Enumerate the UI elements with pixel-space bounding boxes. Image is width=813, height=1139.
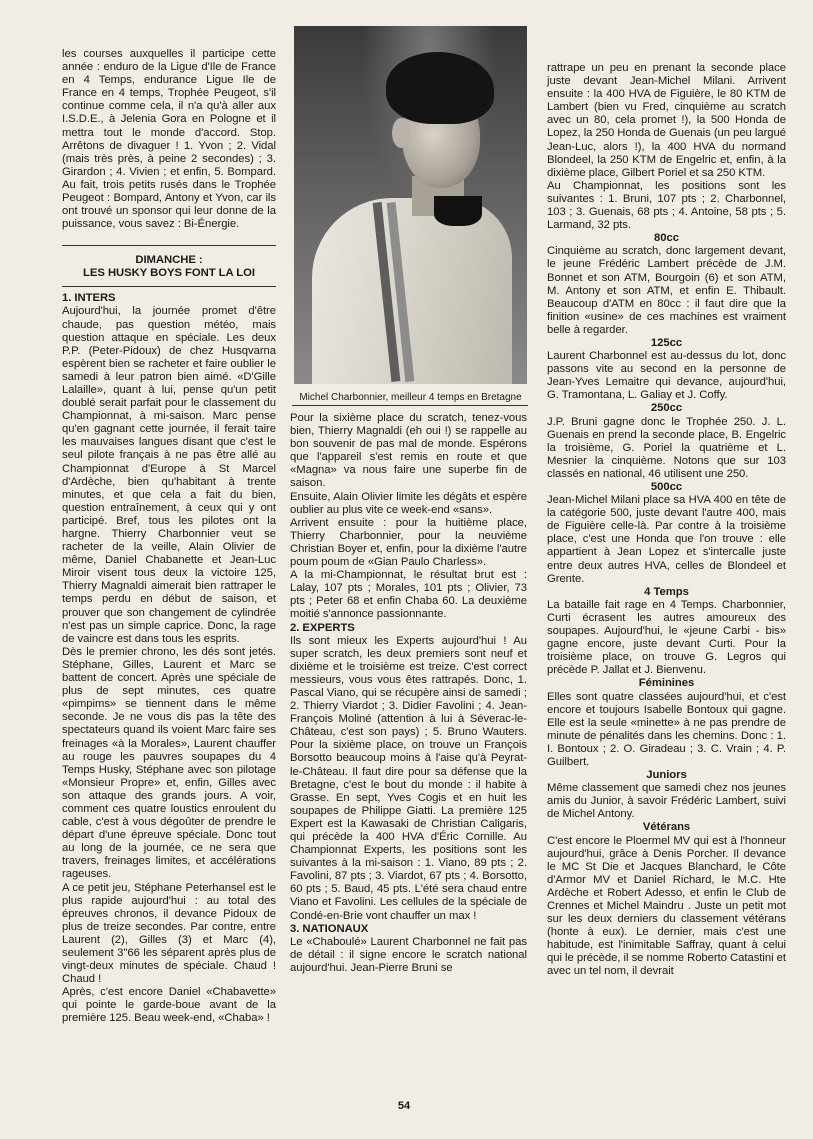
- photo-hair: [386, 52, 494, 124]
- paragraph-250cc: J.P. Bruni gagne donc le Trophée 250. J. L. Guenais en prend la seconde place, B. Engelric la troisième, G. Poriel la quatrième et L. Mesnier la cinquième. Notons que sur 103 classés en national, 46 utilisent une 250.: [547, 415, 786, 480]
- inters-paragraph-7: Arrivent ensuite : pour la huitième place, Thierry Charbonnier, pour la neuvième Christian Boyer et, enfin, pour la dixième l'autre poum poum de «Gian Paulo Charless».: [290, 516, 527, 569]
- category-500cc: 500cc: [650, 481, 683, 493]
- nationaux-paragraph-3: Au Championnat, les positions sont les suivantes : 1. Bruni, 107 pts ; 2. Charbonnel, 103 ; 3. Guenais, 68 pts ; 4. Antoine, 58 pts ; 5. Larmand, 32 pts.: [547, 179, 786, 232]
- paragraph-500cc: Jean-Michel Milani place sa HVA 400 en tête de la catégorie 500, juste devant l'autre 400, mais de Figuière celle-là. Par contre à la troisième place, c'est une Honda que l'on trouve : elle appartient à Jean Lopez et s'intercalle juste entre deux autres HVA, celles de Blondeel et Grente.: [547, 494, 786, 585]
- category-feminines: Féminines: [638, 677, 695, 690]
- nationaux-paragraph-2: rattrape un peu en prenant la seconde place juste devant Jean-Michel Milani. Arrivent ensuite : la 400 HVA de Figuière, le 80 KTM de Lambert (bien vu Fred, cinquième au scratch avec un 80, cela promet !), la 500 Honda de Lopez, la 250 Honda de Guenais (un peu largué Jean-Luc, alors !), la 400 HVA du normand Blondeel, la 250 KTM de Engelric et, enfin, à la dixième place, Gilbert Poriel et sa 250 KTM.: [547, 62, 786, 179]
- photo-collar: [434, 196, 482, 226]
- section-heading-line2: LES HUSKY BOYS FONT LA LOI: [83, 267, 255, 280]
- paragraph-juniors: Même classement que samedi chez nos jeunes amis du Junior, à savoir Frédéric Lambert, suivi de Michel Antony.: [547, 782, 786, 821]
- paragraph-feminines: Elles sont quatre classées aujourd'hui, et c'est encore et toujours Isabelle Bontoux qui gagne. Elle est la seule «minette» à ne pas prendre de minute de pénalités dans les chemins. Donc : 1. I. Bontoux ; 2. O. Giradeau ; 3. C. Vrain ; 4. P. Guilbert.: [547, 690, 786, 768]
- category-125cc: 125cc: [650, 336, 683, 349]
- paragraph-80cc: Cinquième au scratch, donc largement devant, le jeune Frédéric Lambert précède de J.M. Bonnet et son ATM, Bourgoin (6) et son ATM, M. Antony et son ATM, et enfin E. Thibault. Beaucoup d'ATM en 80cc : il faut dire que la finition «usine» de ces machines est vraiment belle à regarder.: [547, 245, 786, 336]
- inters-paragraph-6: Ensuite, Alain Olivier limite les dégâts et espère oublier au plus vite ce week-end «sans».: [290, 490, 527, 516]
- subheading-experts: 2. EXPERTS: [290, 621, 355, 634]
- photo-caption: Michel Charbonnier, meilleur 4 temps en Bretagne: [299, 392, 522, 403]
- subheading-nationaux: 3. NATIONAUX: [290, 922, 369, 935]
- section-heading-line1: DIMANCHE :: [135, 254, 203, 267]
- section-rule-top: [62, 245, 276, 246]
- inters-paragraph-1: Aujourd'hui, la journée promet d'être chaude, pas question météo, mais question attaque en spéciale. Les deux P.P. (Peter-Pidoux) de chez Husqvarna espèrent bien se racheter et faire oublier le samedi à leur patron bien aimé. «D'Gille Lalaille», quant à lui, pense qu'un petit doublé serait parfait pour le classement du Championnat, à mi-saison. Marc pense qu'en gagnant cette journée, il ferait taire les mauvaises langues disant que c'est le seul pilote français à ne pas être allé au Championnat d'Europe à St Marcel d'Ardèche, bien qu'habitant à trente minutes, et que cela a fait du bien, question entraînement, à ceux qui y ont participé. Bref, tous les pilotes ont la hargne. Thierry Charbonnier veut se racheter de la veille, Alain Olivier de même, Daniel Chabanette et Jean-Luc Miroir visent tous deux la victoire 125, Thierry Magnaldi aimerait bien rattraper le temps perdu en début de saison, et prouver que son changement de cylindrée n'est pas un simple caprice. Donc, la rage de vaincre est dans tous les esprits.: [62, 305, 276, 645]
- caption-rule: [292, 405, 528, 406]
- nationaux-paragraph-1: Le «Chaboulé» Laurent Charbonnel ne fait pas de détail : il signe encore le scratch national aujourd'hui. Jean-Pierre Bruni se: [290, 935, 527, 974]
- paragraph-veterans: C'est encore le Ploermel MV qui est à l'honneur aujourd'hui, grâce à Denis Porcher. Il devance le MC St Die et Jacques Blanchard, le Côte d'Armor MV et Daniel Richard, le M.C. Hte Ardèche et Robert Adesso, et enfin le Club de Crennes et Michel Maindru . Juste un petit mot sur les deux derniers du classement vétérans (honte à eux). Le dernier, mais c'est une habitude, est l'inimitable Saffray, quant à celui qui le précède, il se nomme Roberto Catastini et avec un tel nom, il devrait: [547, 834, 786, 978]
- rider-photo: [294, 26, 527, 384]
- category-80cc: 80cc: [654, 232, 679, 245]
- page-number: 54: [397, 1100, 411, 1112]
- subheading-inters: 1. INTERS: [62, 292, 116, 305]
- inters-paragraph-4: Après, c'est encore Daniel «Chabavette» qui pointe le garde-boue avant de la première 125. Beau week-end, «Chaba» !: [62, 986, 276, 1025]
- category-250cc: 250cc: [650, 402, 683, 415]
- intro-paragraph: les courses auxquelles il participe cette année : enduro de la Ligue d'Ile de France en 4 Temps, endurance Ligue Ile de France en 4 temps, Trophée Peugeot, s'il continue comme cela, il n'a qu'à aller aux I.S.D.E., à Jelenia Gora en Pologne et il mettra tout le monde d'accord. Stop. Arrêtons de divaguer ! 1. Yvon ; 2. Vidal (mais très près, à peine 2 secondes) ; 3. Girardon ; 4. Vivien ; et enfin, 5. Bompard. Au fait, trois petits rusés dans le Trophée Peugeot : Bompard, Antony et Yvon, car ils ont trouvé un sponsor qui leur donne de la puissance, vous savez : Bi-Énergie.: [62, 48, 276, 231]
- inters-paragraph-8: A la mi-Championnat, le résultat brut est : Lalay, 107 pts ; Morales, 101 pts ; Olivier, 73 pts ; Peter 68 et enfin Chaba 60. La deuxième moitié s'annonce passionnante.: [290, 569, 527, 621]
- section-rule-bottom: [62, 286, 276, 287]
- category-veterans: Vétérans: [642, 821, 691, 834]
- photo-shirt: [312, 198, 512, 384]
- column-left: [62, 48, 276, 1026]
- inters-paragraph-3: A ce petit jeu, Stéphane Peterhansel est le plus rapide aujourd'hui : au total des épreuves chronos, il devance Pidoux de plus de treize secondes. Par contre, entre Laurent (2), Gilles (3) et Marc (4), seulement 3"66 les séparent après plus de vingt-deux minutes de spéciale. Chaud ! Chaud !: [62, 881, 276, 986]
- experts-paragraph: Ils sont mieux les Experts aujourd'hui ! Au super scratch, les deux premiers sont neuf et dixième et le troisième est treize. C'est correct messieurs, vous vous êtes rattrapés. Donc, 1. Pascal Viano, qui se récupère ainsi de samedi ; 2. Thierry Viardot ; 3. Didier Favolini ; 4. Jean-François Moliné (attention à lui à Séverac-le-Château, c'est son pays) ; 5. Bruno Wauters. Pour la sixième place, on trouve un François Borsotto beaucoup moins à l'aise qu'à Peyrat-le-Château. Il faut dire pour sa défense que la Bretagne, c'est le bout du monde : il habite à Grasse. En sept, Yves Cogis et en huit les soupapes de Philippe Giatti. La première 125 Expert est la Kawasaki de Christian Caligaris, qui précède la 400 HVA d'Éric Cornille. Au Championnat Experts, les positions sont les suivantes à la mi-saison : 1. Viano, 89 pts ; 2. Favolini, 87 pts ; 3. Viardot, 67 pts ; 4. Borsotto, 60 pts ; 5. Baud, 45 pts. L'été sera chaud entre Viano et Favolini. Les cellules de la spéciale de Condé-en-Brie vont chauffer un max !: [290, 634, 527, 922]
- category-4-temps: 4 Temps: [644, 585, 689, 598]
- category-juniors: Juniors: [646, 769, 687, 782]
- paragraph-125cc: Laurent Charbonnel est au-dessus du lot, donc passons vite au second en la personne de Jean-Yves Lemaitre qui devance, aujourd'hui, G. Tramontana, L. Galiay et J. Coffy.: [547, 350, 786, 402]
- paragraph-4-temps: La bataille fait rage en 4 Temps. Charbonnier, Curti écrasent les autres amoureux des soupapes. Aujourd'hui, le «jeune Carbi - bis» gagne encore, juste devant Curti. Pour la troisième place, on trouve G. Legros qui précède P. Jallat et J. Bienvenu.: [547, 598, 786, 677]
- inters-paragraph-2: Dès le premier chrono, les dés sont jetés. Stéphane, Gilles, Laurent et Marc se battent de concert. Après une spéciale de plus de sept minutes, ces quatre «pimpims» se tiennent dans le même seconde. Je ne vous dis pas la tête des spectateurs quand ils voient Marc faire ses freinages «à la Morales», Laurent chauffer au rouge les pauvres soupapes du 4 Temps Husky, Stéphane avec son pilotage «Monsieur Propre» et, enfin, Gilles avec son attaque des grands jours. A voir, comment ces quatre loustics enroulent du cable, c'est à vous dégoûter de prendre le départ d'une épreuve spéciale. Donc tout au long de la journée, ce ne sera que travers, freinages limites, et accélérations rageuses.: [62, 645, 276, 881]
- column-right: [547, 62, 786, 979]
- column-middle: [290, 412, 527, 975]
- photo-ear: [392, 118, 410, 148]
- inters-paragraph-5: Pour la sixième place du scratch, tenez-vous bien, Thierry Magnaldi (eh oui !) se rappelle au bon souvenir de pas mal de monde. Espérons que l'appareil s'est remis en route et que «Magna» va nous faire une superbe fin de saison.: [290, 412, 527, 490]
- section-heading: [62, 254, 276, 280]
